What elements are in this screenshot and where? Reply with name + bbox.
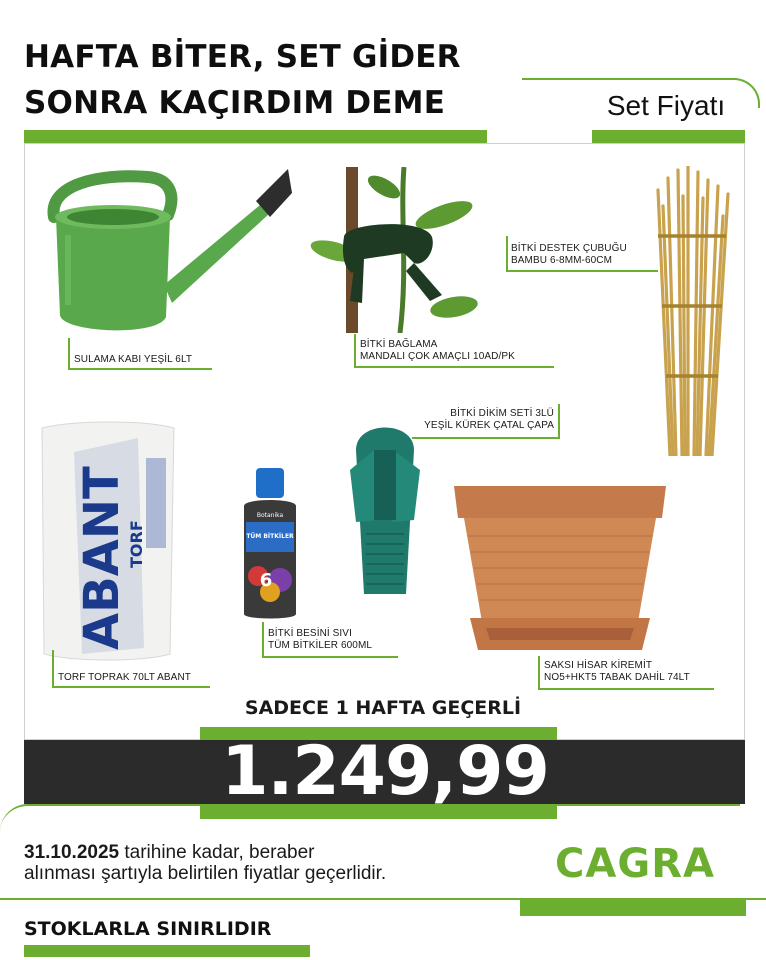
bottle-label-text: TÜM BİTKİLER bbox=[246, 533, 294, 540]
callout-line-2v bbox=[354, 334, 356, 368]
plant-clip-image[interactable] bbox=[304, 167, 490, 333]
callout-bamboo: BİTKİ DESTEK ÇUBUĞU BAMBU 6-8MM-60CM bbox=[511, 243, 627, 266]
brand-logo: CAGRA bbox=[555, 841, 715, 887]
callout-line-3v bbox=[506, 236, 508, 272]
callout-line-1v bbox=[68, 338, 70, 370]
terms-text-a: tarihine kadar, beraber bbox=[119, 842, 315, 863]
headline bbox=[24, 34, 504, 126]
terms-text bbox=[24, 842, 494, 884]
terms-date: 31.10.2025 bbox=[24, 842, 120, 863]
callout-line-3 bbox=[506, 270, 658, 272]
logo-underline bbox=[520, 898, 746, 916]
callout-line-4 bbox=[412, 437, 558, 439]
callout-planter: SAKSI HİSAR KİREMİT NO5+HKT5 TABAK DAHİL 74LT bbox=[544, 660, 690, 683]
plant-food-bottle-image[interactable] bbox=[236, 468, 304, 620]
callout-line-2 bbox=[354, 366, 554, 368]
terms-text-b: alınması şartıyla belirtilen fiyatlar geçerlidir. bbox=[24, 863, 387, 884]
callout-line-5v bbox=[52, 650, 54, 688]
callout-tool-set: BİTKİ DİKİM SETİ 3LÜ YEŞİL KÜREK ÇATAL ÇAPA bbox=[424, 408, 554, 431]
stock-note: STOKLARLA SINIRLIDIR bbox=[24, 918, 272, 940]
bottle-number-text: 6 bbox=[259, 570, 273, 591]
bamboo-stick-image[interactable] bbox=[652, 166, 736, 456]
headline-line-1: HAFTA BİTER, SET GİDER bbox=[24, 39, 461, 75]
stock-underline bbox=[24, 945, 310, 957]
watering-can-image[interactable] bbox=[38, 165, 294, 345]
callout-plant-food: BİTKİ BESİNİ SIVI TÜM BİTKİLER 600ML bbox=[268, 628, 373, 651]
set-price-label: Set Fiyatı bbox=[606, 90, 726, 121]
bottle-brand-text: Botanika bbox=[256, 512, 284, 519]
callout-line-5 bbox=[52, 686, 210, 688]
planter-pot-image[interactable] bbox=[450, 478, 670, 660]
peat-soil-bag-image[interactable] bbox=[34, 418, 182, 662]
bag-sub-text: TORF bbox=[127, 520, 146, 568]
callout-line-6 bbox=[262, 656, 398, 658]
set-price-underline bbox=[592, 130, 745, 143]
bag-brand-text: ABANT bbox=[74, 466, 130, 650]
callout-plant-clip: BİTKİ BAĞLAMA MANDALI ÇOK AMAÇLI 10AD/PK bbox=[360, 339, 515, 362]
headline-underline bbox=[24, 130, 487, 143]
callout-line-7v bbox=[538, 656, 540, 690]
callout-peat-soil: TORF TOPRAK 70LT ABANT bbox=[58, 672, 191, 683]
callout-line-1 bbox=[68, 368, 212, 370]
callout-line-6v bbox=[262, 622, 264, 658]
callout-line-7 bbox=[538, 688, 714, 690]
callout-watering-can: SULAMA KABI YEŞİL 6LT bbox=[74, 354, 193, 365]
callout-line-4v bbox=[558, 404, 560, 439]
set-price: 1.249,99 ₺ bbox=[221, 732, 549, 887]
headline-line-2: SONRA KAÇIRDIM DEME bbox=[24, 85, 446, 121]
bottom-frame-gap bbox=[740, 804, 766, 814]
validity-text: SADECE 1 HAFTA GEÇERLİ bbox=[244, 697, 522, 719]
